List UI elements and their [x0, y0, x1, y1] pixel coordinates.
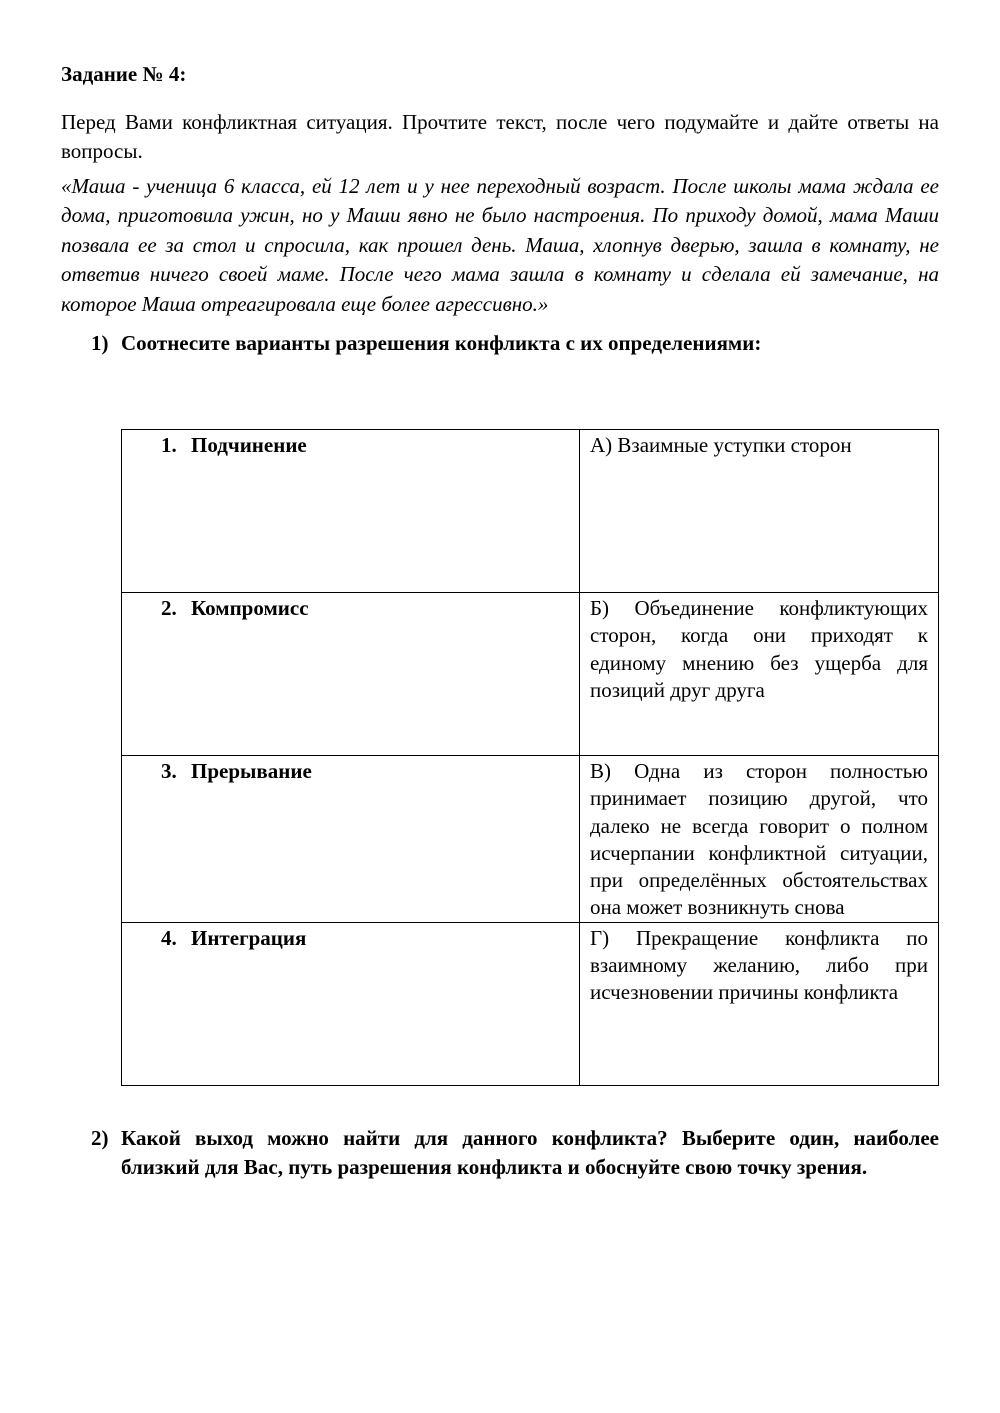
term-cell	[122, 756, 580, 923]
question-1-number: 1)	[91, 331, 109, 356]
table-row	[122, 430, 939, 593]
definition-cell: Г) Прекращение конфликта по взаимному желанию, либо при исчезновении причины конфликта	[580, 922, 939, 1085]
definition-cell: В) Одна из сторон полностью принимает позицию другой, что далеко не всегда говорит о полном исчерпании конфликтной ситуации, при определённых обстоятельствах она может возникнуть снова	[580, 756, 939, 923]
term-number: 2.	[161, 596, 177, 620]
task-title: Задание № 4:	[61, 62, 187, 86]
term-cell	[122, 593, 580, 756]
table-row	[122, 756, 939, 923]
story-text: «Маша - ученица 6 класса, ей 12 лет и у нее переходный возраст. После школы мама ждала ее дома, приготовила ужин, но у Маши явно не было настроения. По приходу домой, мама Маши позвала ее за стол и спросила, как прошел день. Маша, хлопнув дверью, зашла в комнату, не ответив ничего своей маме. После чего мама зашла в комнату и сделала ей замечание, на которое Маша отреагировала еще более агрессивно.»	[61, 174, 939, 316]
term-number: 4.	[161, 925, 177, 950]
term-label: Подчинение	[191, 433, 307, 457]
question-2	[61, 1124, 939, 1182]
term-label: Компромисс	[191, 596, 309, 620]
definition-cell: А) Взаимные уступки сторон	[580, 430, 939, 593]
term-cell	[122, 430, 580, 593]
table-row	[122, 922, 939, 1085]
term-label: Прерывание	[191, 759, 312, 783]
question-1-text: Соотнесите варианты разрешения конфликта с их определениями:	[121, 331, 762, 356]
term-number: 1.	[161, 433, 177, 457]
term-cell	[122, 922, 580, 1085]
table-row	[122, 593, 939, 756]
matching-table	[121, 429, 939, 1086]
question-1	[61, 329, 939, 358]
question-2-text: Какой выход можно найти для данного конфликта? Выберите один, наиболее близкий для Вас, путь разрешения конфликта и обоснуйте свою точку зрения.	[121, 1126, 939, 1179]
definition-cell: Б) Объединение конфликтующих сторон, когда они приходят к единому мнению без ущерба для позиций друг друга	[580, 593, 939, 756]
term-number: 3.	[161, 759, 177, 783]
worksheet-page	[61, 60, 939, 1179]
question-2-number: 2)	[91, 1126, 109, 1150]
term-label: Интеграция	[191, 925, 307, 950]
task-intro: Перед Вами конфликтная ситуация. Прочтите текст, после чего подумайте и дайте ответы на вопросы.	[61, 110, 939, 163]
